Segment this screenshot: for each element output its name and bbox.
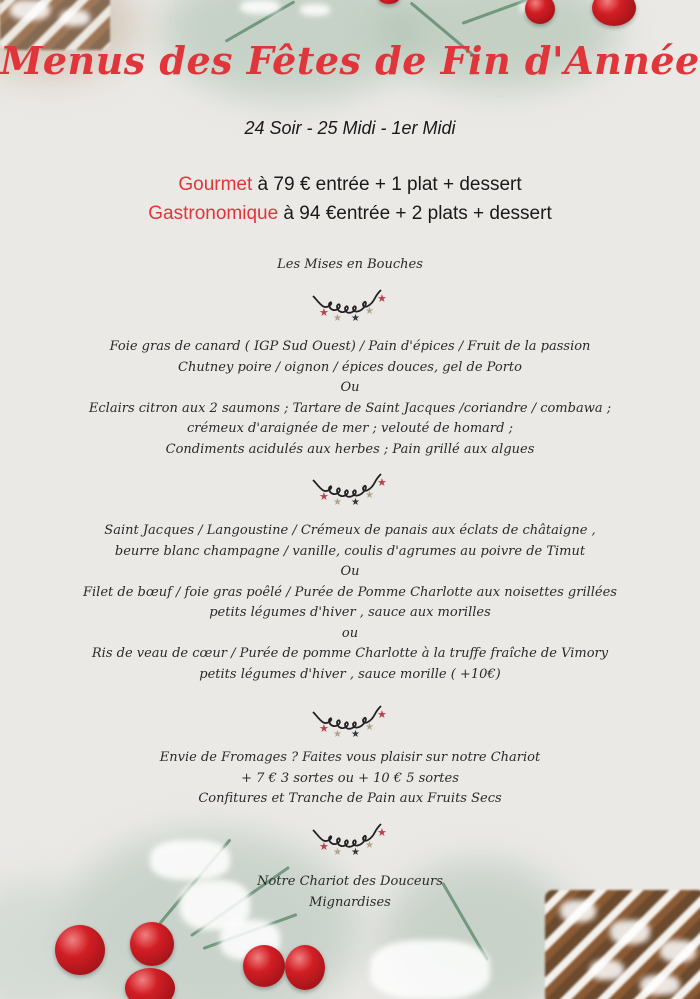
offer-details: à 94 €entrée + 2 plats + dessert	[278, 203, 552, 224]
entrees-block	[0, 337, 700, 460]
menu-line: beurre blanc champagne / vanille, coulis d'agrumes au poivre de Timut	[114, 543, 586, 559]
menu-line: Chutney poire / oignon / épices douces, gel de Porto	[178, 359, 522, 375]
menu-line: Notre Chariot des Douceurs	[257, 874, 443, 889]
menu-line: Eclairs citron aux 2 saumons ; Tartare de Saint Jacques /coriandre / combawa ;	[88, 400, 612, 416]
svg-text:★: ★	[351, 313, 360, 324]
offer-name: Gourmet	[178, 174, 253, 195]
svg-text:★: ★	[333, 847, 342, 858]
svg-text:★: ★	[377, 826, 387, 839]
garland-stars-icon	[309, 822, 389, 858]
garland-stars-icon	[309, 288, 389, 324]
menu-line: petits légumes d'hiver , sauce morille ( +10€)	[199, 666, 501, 682]
svg-text:★: ★	[351, 497, 360, 508]
svg-text:★: ★	[333, 313, 342, 324]
offer-name: Gastronomique	[148, 203, 279, 224]
svg-text:★: ★	[365, 722, 374, 733]
svg-text:★: ★	[319, 490, 329, 503]
desserts-block	[0, 872, 700, 913]
svg-text:★: ★	[365, 306, 374, 317]
garland-stars-icon	[309, 704, 389, 740]
menu-line: Confitures et Tranche de Pain aux Fruits Secs	[198, 791, 502, 806]
svg-text:★: ★	[351, 729, 360, 740]
fromages-block	[0, 748, 700, 810]
page-title: Menus des Fêtes de Fin d'Année	[0, 38, 700, 83]
menu-line: crémeux d'araignée de mer ; velouté de homard ;	[187, 421, 513, 436]
offer-details: à 79 € entrée + 1 plat + dessert	[252, 174, 522, 195]
svg-text:★: ★	[319, 840, 329, 853]
svg-text:★: ★	[333, 497, 342, 508]
menu-line: Filet de bœuf / foie gras poêlé / Purée de Pomme Charlotte aux noisettes grillées	[83, 584, 617, 600]
service-dates: 24 Soir - 25 Midi - 1er Midi	[244, 118, 456, 138]
menu-line: Mignardises	[309, 894, 391, 910]
menu-line: Ou	[340, 380, 360, 395]
svg-text:★: ★	[319, 306, 329, 319]
svg-text:★: ★	[377, 476, 387, 489]
svg-text:★: ★	[333, 729, 342, 740]
svg-text:★: ★	[377, 292, 387, 305]
garland-stars-icon	[309, 472, 389, 508]
menu-line: + 7 € 3 sortes ou + 10 € 5 sortes	[241, 770, 459, 786]
menu-line: petits légumes d'hiver , sauce aux morilles	[209, 605, 491, 620]
svg-text:★: ★	[351, 847, 360, 858]
menu-line: Condiments acidulés aux herbes ; Pain grillé aux algues	[165, 441, 535, 457]
section-title-mises-en-bouche: Les Mises en Bouches	[277, 257, 423, 272]
offer-gourmet	[0, 174, 700, 196]
svg-text:★: ★	[319, 722, 329, 735]
svg-text:★: ★	[365, 840, 374, 851]
offer-gastronomique	[0, 203, 700, 225]
menu-line: ou	[341, 625, 359, 641]
svg-text:★: ★	[377, 708, 387, 721]
plats-block	[0, 521, 700, 685]
menu-line: Envie de Fromages ? Faites vous plaisir sur notre Chariot	[159, 750, 541, 765]
menu-line: Foie gras de canard ( IGP Sud Ouest) / Pain d'épices / Fruit de la passion	[109, 339, 591, 354]
svg-text:★: ★	[365, 490, 374, 501]
menu-line: Saint Jacques / Langoustine / Crémeux de panais aux éclats de châtaigne ,	[104, 523, 596, 538]
menu-line: Ris de veau de cœur / Purée de pomme Charlotte à la truffe fraîche de Vimory	[91, 646, 609, 661]
menu-line: Ou	[340, 564, 360, 579]
